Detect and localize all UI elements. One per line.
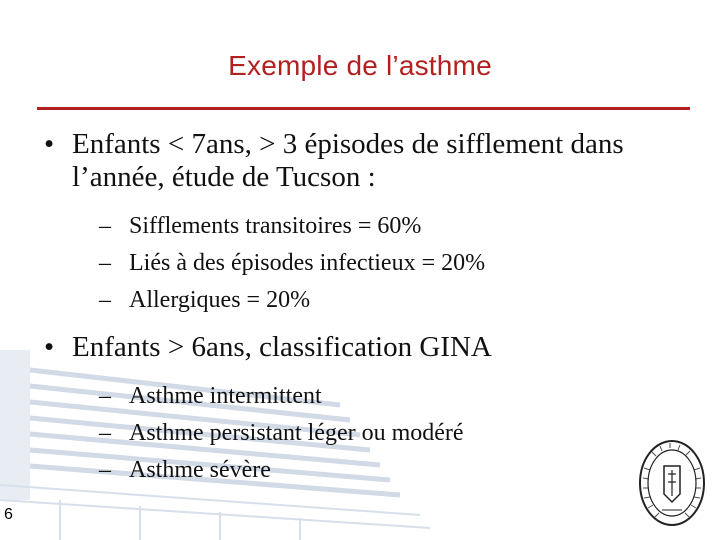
dash-marker: – — [99, 250, 111, 276]
sub-item — [99, 208, 694, 245]
sub-text: Sifflements transitoires = 60% — [129, 213, 422, 239]
sub-text: Allergiques = 20% — [129, 287, 311, 313]
bullet-item — [44, 128, 694, 194]
dash-marker: – — [99, 213, 111, 239]
sub-text: Asthme sévère — [129, 457, 271, 483]
sub-item — [99, 378, 694, 415]
sub-text: Liés à des épisodes infectieux = 20% — [129, 250, 486, 276]
sub-item — [99, 282, 694, 319]
slide-title: Exemple de l’asthme — [228, 50, 492, 81]
sub-item — [99, 245, 694, 282]
sub-item — [99, 452, 694, 489]
bullet-item — [44, 331, 694, 364]
sub-list — [44, 208, 694, 319]
sub-item — [99, 415, 694, 452]
dash-marker: – — [99, 383, 111, 409]
bullet-marker: • — [44, 128, 55, 160]
dash-marker: – — [99, 457, 111, 483]
bullet-text: Enfants < 7ans, > 3 épisodes de sifflement dans l’année, étude de Tucson : — [72, 128, 624, 193]
sub-list — [44, 378, 694, 489]
slide-content — [44, 128, 694, 501]
bullet-marker: • — [44, 331, 55, 363]
page-number: 6 — [4, 506, 13, 523]
university-seal-icon — [638, 438, 706, 528]
sub-text: Asthme intermittent — [129, 383, 322, 409]
bullet-text: Enfants > 6ans, classification GINA — [72, 331, 492, 363]
dash-marker: – — [99, 287, 111, 313]
dash-marker: – — [99, 420, 111, 446]
sub-text: Asthme persistant léger ou modéré — [129, 420, 464, 446]
title-underline — [37, 107, 690, 110]
